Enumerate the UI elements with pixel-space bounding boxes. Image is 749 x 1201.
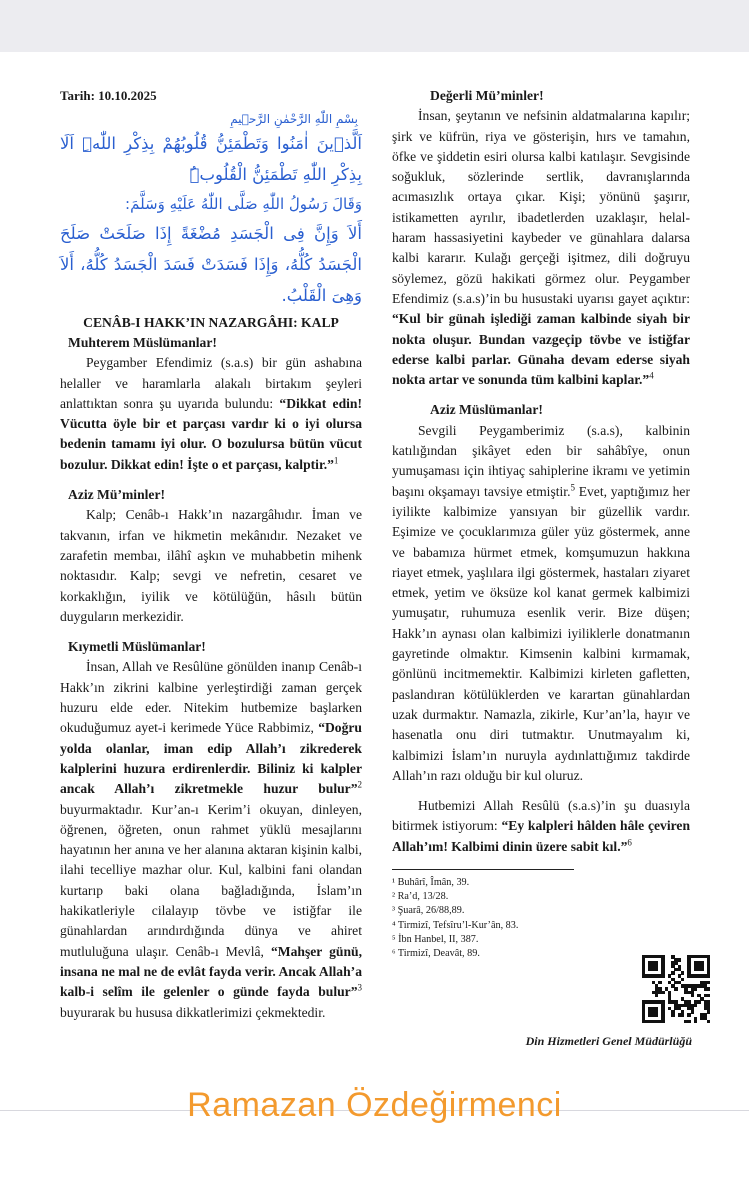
paragraph-2: Kalp; Cenâb-ı Hakk’ın nazargâhıdır. İman ve takvanın, irfan ve hikmetin mekânıdır. Nezaket ve zarafetin membaı, ilâhî aşkın ve muhabbetin mihenk noktasıdır. Kalp; sevgi ve nefretin, cesaret ve korkaklığın, iyilik ve kötülüğün, hâsılı bütün duyguların merkezidir. [60, 507, 362, 624]
footnote: ³ Şuarâ, 26/88,89. [392, 905, 465, 917]
sermon-date: Tarih: 10.10.2025 [60, 88, 157, 103]
paragraph-3: İnsan, Allah ve Resûlüne gönülden inanıp Cenâb-ı Hakk’ın zikrini kalbine yerleştirdiği zaman gerçek huzuru elde eder. Nitekim hutbemize başlarken okuduğumuz ayet-i kerimede Yüce Rabbimiz, “Doğru yolda olanlar, iman edip Allah’ı zikrederek kalplerini huzura erdirenlerdir. Biliniz ki kalpler ancak Allah’ı zikretmekle huzur bulur”$^2$ buyurmaktadır. Kur’an-ı Kerim’i okuyan, dinleyen, öğrenen, öğreten, onun rahmet yüklü mesajlarını hayatının her anına ve her alanına aktaran kişinin kalbi, ilahi tecelliye mazhar olur. Kul, kalbini fani olandan kurtarıp baki olana bağladığında, İslam’ın hakikatleriyle cilalayıp tövbe ve istiğfar ile günahlardan arındırdığında dünya ve ahiret mutluluğuna ulaşır. Cenâb-ı Mevlâ, “Mahşer günü, insana ne mal ne de evlât fayda verir. Ancak Allah’a kalb-i selîm ile gelenler o günde fayda bulur”$^3$ buyurarak bu hususa dikkatlerimizi çekmektedir. [60, 659, 362, 1020]
sermon-title: CENÂB-I HAKK’IN NAZARGÂHI: KALP [83, 315, 339, 330]
basmala: بِسْمِ اللّٰهِ الرَّحْمٰنِ الرَّح۪يمِ [230, 112, 358, 126]
footnote: ⁵ İbn Hanbel, II, 387. [392, 933, 479, 945]
footnotes [392, 876, 690, 961]
heading-kiymetli: Kıymetli Müslümanlar! [68, 639, 206, 655]
paragraph-closing: Hutbemizi Allah Resûlü (s.a.s)’in şu duasıyla bitirmek istiyorum: “Ey kalpleri hâlden hâle çeviren Allah’ım! Kalbimi dinin üzere sabit kıl.”$^6$ [392, 798, 690, 854]
publisher-name: Din Hizmetleri Genel Müdürlüğü [525, 1034, 692, 1048]
right-column [392, 86, 690, 961]
arabic-hadith: أَلاَ وَإِنَّ فِى الْجَسَدِ مُضْغَةً إِذَا صَلَحَتْ صَلَحَ الْجَسَدُ كُلُّهُ، وَإِذَا فَسَدَتْ فَسَدَ الْجَسَدُ كُلُّهُ، أَلاَ وَهِىَ الْقَلْبُ. [60, 224, 362, 305]
footnote-separator [392, 869, 574, 870]
arabic-hadith-intro: وَقَالَ رَسُولُ اللّٰهِ صَلَّى اللّٰهُ عَلَيْهِ وَسَلَّمَ: [125, 195, 362, 213]
footnote: ¹ Buhârî, Îmân, 39. [392, 876, 470, 888]
footnote: ⁴ Tirmizî, Tefsîru’l-Kur’ân, 83. [392, 919, 519, 931]
arabic-verse: اَلَّذ۪ينَ اٰمَنُوا وَتَطْمَئِنُّ قُلُوبُهُمْ بِذِكْرِ اللّٰهِۜ اَلَا بِذِكْرِ اللّٰهِ تَطْمَئِنُّ الْقُلُوبُۜ [60, 134, 362, 184]
footnote: ⁶ Tirmizî, Deavât, 89. [392, 948, 480, 959]
heading-muhterem: Muhterem Müslümanlar! [68, 335, 217, 350]
paragraph-5: Sevgili Peygamberimiz (s.a.s), kalbinin katılığından şikâyet eden bir sahâbîye, onun yumuşaması için ihtiyaç sahiplerine ikramı ve yetimin başını okşamayı tavsiye etmiştir.$^5$ Evet, yaptığımız her iyilikte kalbimize yansıyan bir güzellik vardır. Eşimize ve çocuklarımıza güler yüz göstermek, anne ve babamıza hürmet etmek, komşumuzun hakkına riayet etmek, yaşlılara ilgi göstermek, hastaları ziyaret etmek, yetim ve öksüze kol kanat germek kalbimizi yumuşatır, ruhumuza esenlik verir. Bize düşen; Hakk’ın aynası olan kalbimizi iyiliklerle donatmanın gayretinde olmaktır. Kimsenin kalbini kırmamak, gönlünü incitmemektir. Kalbimizi kirleten gafletten, paslandıran kötülüklerden ve karartan günahlardan uzak durmaktır. Namazla, zikirle, Kur’an’la, hayır ve hasenatla onu diri tutmaktır. Unutmayalım ki, kalbimizi İslam’ın nuruyla aydınlattığımız takdirde Allah’ın razı olduğu bir kul oluruz. [392, 422, 690, 783]
paragraph-1: Peygamber Efendimiz (s.a.s) bir gün ashabına helaller ve haramlarla alakalı birtakım şeyleri anlattıktan sonra şu uyarıda bulundu: “Dikkat edin! Vücutta öyle bir et parçası vardır ki o iyi olursa bedenin tamamı iyi olur. O bozulursa bütün vücut bozulur. Dikkat edin! İşte o et parçası, kalptir.”$^1$ [60, 355, 362, 472]
paragraph-4: İnsan, şeytanın ve nefsinin aldatmalarına kapılır; şirk ve küfrün, riya ve gösterişin, hırs ve tamahın, öfke ve şiddetin esiri olursa kalbi katılaşır. Sevgisinde soğukluk, sözlerinde sertlik, davranışlarında acımasızlık ortaya çıkar. Kişi; yönünü şaşırır, istikametten ayrılır, ibadetlerden uzaklaşır, helal-haram hassasiyetini kaybeder ve günahlara dalarsa kalbi kararır. Kulağı gerçeği işitmez, dili doğruyu söylemez, gözü hakikati görmez olur. Peygamber Efendimiz (s.a.s)’in bu husustaki uyarısı gayet açıktır: “Kul bir günah işlediği zaman kalbinde siyah bir nokta oluşur. Bundan vazgeçip tövbe ve istiğfar ederse kalbi parlar. Günaha devam ederse siyah nokta artar ve sonunda tüm kalbini kaplar.”$^4$ [392, 108, 690, 388]
left-column [60, 86, 362, 1023]
top-bar [0, 0, 749, 52]
heading-degerli: Değerli Mü’minler! [430, 88, 544, 103]
qr-code[interactable] [642, 955, 710, 1023]
heading-aziz-muslumanlar: Aziz Müslümanlar! [430, 402, 543, 418]
heading-aziz-mu-minler: Aziz Mü’minler! [68, 487, 166, 503]
footnote: ² Ra’d, 13/28. [392, 891, 449, 903]
author-signature: Ramazan Özdeğirmenci [187, 1086, 562, 1124]
